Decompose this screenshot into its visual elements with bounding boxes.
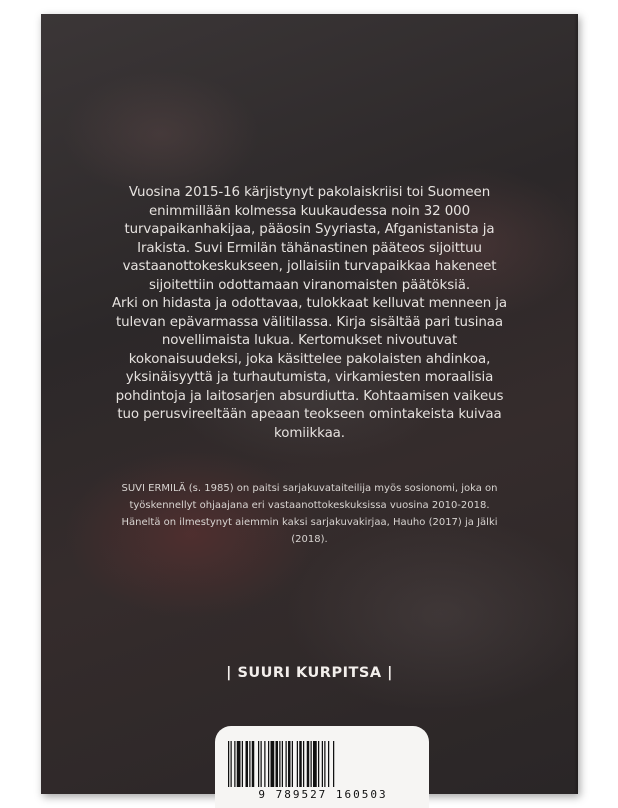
barcode-bar [228,741,229,787]
barcode-bar [237,741,241,787]
barcode-bar [261,741,262,787]
blurb-line: vastaanottokeskukseen, jollaisiin turvapaikkaa hakeneet [122,259,497,274]
blurb-text [88,184,531,443]
isbn-number: 9 789527 160503 [258,788,388,801]
blurb-line: komiikkaa. [274,425,345,441]
barcode-bar [242,741,243,787]
barcode-bar [318,741,319,787]
blurb-line: Vuosina 2015-16 kärjistynyt pakolaiskriisi toi Suomeen [128,185,491,200]
barcode-bar [258,741,259,787]
barcode-label [215,726,429,808]
barcode-bar [246,741,249,787]
barcode-bar [303,741,304,787]
publisher-logo-text: | SUURI KURPITSA | [226,665,393,681]
blurb-line: Arki on hidasta ja odottavaa, tulokkaat kelluvat menneen ja [112,296,507,311]
barcode-bar [264,741,265,787]
author-bio-line: (2018). [291,534,328,545]
barcode-bar [313,741,317,787]
blurb-line: enimmillään kolmessa kuukaudessa noin 32 000 [148,203,470,219]
author-bio-line: työskennellyt ohjaajana eri vastaanottokeskuksissa vuosina 2010-2018. [129,500,490,511]
barcode-bar [249,741,250,787]
blurb-line: kokonaisuudeksi, joka käsittelee pakolaisten ahdinkoa, [128,351,491,367]
barcode-bar [231,741,232,787]
barcode-bar [282,741,283,787]
blurb-line: pohdintoja ja laitosarjen absurdiutta. Kohtaamisen vaikeus [115,388,504,404]
barcode-bar [328,741,329,787]
author-bio-line: Häneltä on ilmestynyt aiemmin kaksi sarjakuvakirjaa, Hauho (2017) ja Jälki [121,517,498,528]
blurb-line: tuo perusvireeltään apeaan teokseen omintakeista kuivaa [117,407,502,422]
blurb-line: turvapaikanhakijaa, pääosin Syyriasta, Afganistanista ja [124,222,495,237]
blurb-line: sijoitettiin odottamaan viranomaisten päätöksiä. [149,277,470,293]
blurb-line: tulevan epävarmassa välitilassa. Kirja sisältää pari tusinaa [116,314,503,330]
barcode-bar [307,741,310,787]
author-bio [79,480,540,548]
barcode-bar [297,741,298,787]
barcode-bar [252,741,255,787]
barcode-bar [279,741,280,787]
barcode-bar [234,741,235,787]
barcode-bar [311,741,312,787]
barcode-bar [288,741,291,787]
barcode-bar [286,741,287,787]
author-bio-line: SUVI ERMILÄ (s. 1985) on paitsi sarjakuvataiteilija myös sosionomi, joka on [121,483,498,494]
barcode-bar [324,741,325,787]
barcode-bar [276,741,279,787]
book-back-cover [41,14,578,801]
blurb-line: yksinäisyyttä ja turhautumista, virkamiesten moraalisia [125,370,494,385]
blurb-line: novellimaista lukua. Kertomukset nivoutuvat [161,333,458,348]
barcode-bar [268,741,269,787]
barcode-bar [292,741,293,787]
barcode-bar [322,741,323,787]
barcode-bar [333,741,334,787]
barcode-bar [271,741,275,787]
barcode-icon [228,741,416,787]
blurb-line: Irakista. Suvi Ermilän tähänastinen pääteos sijoittuu [137,240,482,256]
barcode-bar [299,741,302,787]
